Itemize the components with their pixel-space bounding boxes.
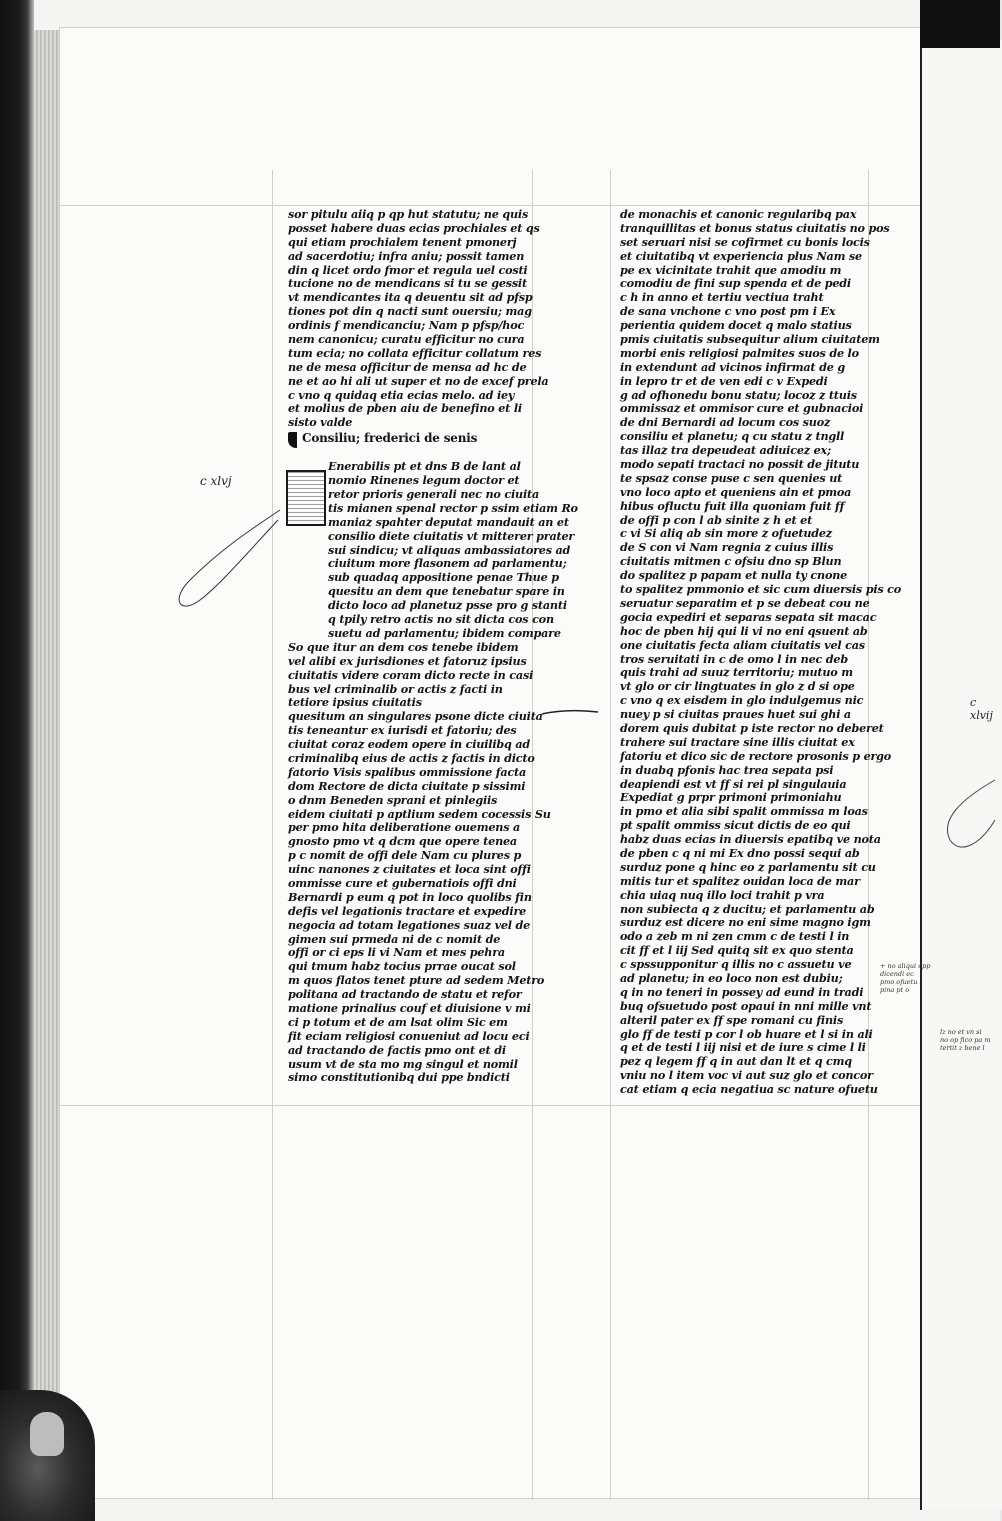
paragraph	[288, 459, 578, 641]
text-line: ommisse cure et gubernatiois offi dni	[288, 875, 517, 890]
text-line: maniaz spahter deputat mandauit an et	[328, 514, 569, 529]
text-line: gocia expediri et separas sepata sit macac	[620, 609, 877, 624]
text-line: de S con vi Nam regnia z cuius illis	[620, 540, 834, 555]
text-line: sisto valde	[288, 415, 353, 430]
text-line: bus vel criminalib or actis z facti in	[288, 681, 503, 696]
marginal-note	[940, 1028, 991, 1052]
text-line: offi or ci eps li vi Nam et mes pehra	[288, 945, 505, 960]
paragraph	[288, 639, 551, 1086]
text-line: ommissaz et ommisor cure et gubnacioi	[620, 401, 864, 416]
text-line: dom Rectore de dicta ciuitate p sissimi	[288, 778, 526, 793]
text-line: q tpily retro actis no sit dicta cos con	[328, 612, 554, 627]
margin-numeral-right: c xlvij	[970, 696, 993, 722]
text-line: consiliu et planetu; q cu statu z tngll	[620, 429, 845, 444]
text-line: suetu ad parlamentu; ibidem compare	[328, 625, 561, 640]
text-line: pmis ciuitatis subsequitur alium ciuitatem	[620, 332, 880, 347]
text-line: do spalitez p papam et nulla ty cnone	[620, 568, 848, 583]
text-line: Bernardi p eum q pot in loco quolibs fin	[288, 889, 532, 904]
text-line: matione prinalius couf et diuisione v mi	[288, 1000, 531, 1015]
text-line: m quos flatos tenet pture ad sedem Metro	[288, 973, 545, 988]
text-line: ciuitat coraz eodem opere in ciuilibq ad	[288, 737, 530, 752]
text-line: hoc de pben hij qui li vi no eni qsuent ab	[620, 623, 868, 638]
text-line: defis vel legationis tractare et expedire	[288, 903, 527, 918]
ruling-line	[60, 1105, 920, 1106]
text-line: sor pitulu aiiq p qp hut statutu; ne quis	[288, 207, 529, 221]
text-line: simo constitutionibq dui ppe bndicti	[288, 1070, 510, 1085]
text-line: ordinis f mendicanciu; Nam p pfsp/hoc	[288, 318, 525, 333]
text-line: ne de mesa officitur de mensa ad hc de	[288, 359, 527, 374]
text-line: gimen sui prmeda ni de c nomit de	[288, 931, 501, 946]
pen-flourish	[920, 760, 1000, 880]
text-line: ne et ao hi ali ut super et no de excef prela	[288, 373, 549, 388]
text-line: set seruari nisi se cofirmet cu bonis locis	[620, 234, 870, 249]
text-line: vel alibi ex jurisdiones et fatoruz ipsius	[288, 653, 527, 668]
text-line: deapiendi est vt ff si rei pl singulauia	[620, 776, 847, 791]
text-line: sui sindicu; vt aliquas ambassiatores ad	[328, 542, 571, 557]
rubric-heading	[288, 432, 538, 448]
text-line: tucione no de mendicans si tu se gessit	[288, 276, 527, 291]
text-line: te spsaz conse puse c sen quenies ut	[620, 470, 843, 485]
text-line: ciuitatis videre coram dicto recte in casi	[288, 667, 534, 682]
text-line: usum vt de sta mo mg singul et nomil	[288, 1056, 518, 1071]
text-line: tros seruitati in c de omo l in nec deb	[620, 651, 848, 666]
text-line: modo sepati tractaci no possit de jitutu	[620, 457, 860, 472]
text-line: et ciuitatibq vt experiencia plus Nam se	[620, 248, 862, 263]
text-line: vniu no l item voc vi aut suz glo et concor	[620, 1068, 873, 1083]
text-line: nem canonicu; curatu efficitur no cura	[288, 332, 525, 347]
paragraph-mark-icon	[288, 432, 297, 448]
text-line: in extendunt ad vicinos infirmat de g	[620, 359, 845, 374]
paragraph	[288, 207, 549, 430]
ruling-line	[610, 170, 611, 1500]
text-line: hibus ofluctu fuit illa quoniam fuit ff	[620, 498, 845, 513]
text-line: non subiecta q z ducitu; et parlamentu ab	[620, 901, 875, 916]
text-line: tas illaz tra depeudeat adiuicez ex;	[620, 443, 831, 458]
text-line: de monachis et canonic regularibq pax	[620, 207, 857, 221]
text-line: quesitum an singulares psone dicte ciuita	[288, 709, 543, 724]
text-line: dorem quis dubitat p iste rector no deberet	[620, 720, 884, 735]
corner-shadow	[920, 0, 1000, 48]
text-line: tis teneantur ex iurisdi et fatoriu; des	[288, 723, 517, 738]
text-line: ad tractando de factis pmo ont et di	[288, 1042, 506, 1057]
text-line: tetiore ipsius ciuitatis	[288, 695, 422, 710]
text-line: tis mianen spenal rector p ssim etiam Ro	[328, 500, 578, 515]
text-line: dicendi ec	[880, 970, 914, 978]
text-line: c spssupponitur q illis no c assuetu ve	[620, 957, 852, 972]
text-line: tertit z bene l	[940, 1044, 985, 1052]
text-line: fatorio Visis spalibus ommissione facta	[288, 764, 527, 779]
text-line: in pmo et alia sibi spalit ommissa m loas	[620, 804, 868, 819]
text-line: dicto loco ad planetuz psse pro g stanti	[328, 598, 567, 613]
text-line: ad planetu; in eo loco non est dubiu;	[620, 970, 843, 985]
text-line: consilio diete ciuitatis vt mitterer prater	[328, 528, 575, 543]
text-line: no op fico pa m	[940, 1036, 991, 1044]
text-line: sub quadaq appositione penae Thue p	[328, 570, 559, 585]
text-line: ciuitatis mitmen c ofsiu dno sp Blun	[620, 554, 842, 569]
text-line: in duabq pfonis hac trea sepata psi	[620, 762, 834, 777]
pen-flourish	[160, 490, 290, 620]
pen-flourish	[540, 706, 600, 720]
text-line: cit ff et l iij Sed quitq sit ex quo stenta	[620, 943, 854, 958]
text-line: c vno q ex eisdem in glo indulgemus nic	[620, 693, 864, 708]
text-column-left	[288, 207, 578, 1085]
text-line: de dni Bernardi ad locum cos suoz	[620, 415, 831, 430]
book-binding	[0, 0, 34, 1521]
text-line: mitis tur et spalitez ouidan loca de mar	[620, 873, 860, 888]
text-line: to spalitez pmmonio et sic cum diuersis pis co	[620, 582, 902, 597]
text-line: de offi p con l ab sinite z h et et	[620, 512, 813, 527]
text-line: ci p totum et de am lsat olim Sic em	[288, 1014, 508, 1029]
text-line: seruatur separatim et p se debeat cou ne	[620, 595, 870, 610]
text-line: c vno q quidaq etia ecias melo. ad iey	[288, 387, 515, 402]
text-line: eidem ciuitati p aptlium sedem cocessis Su	[288, 806, 551, 821]
marginal-note	[880, 962, 930, 994]
text-line: c vi Si aliq ab sin more z ofuetudez	[620, 526, 832, 541]
text-line: p c nomit de offi dele Nam cu plures p	[288, 848, 522, 863]
text-line: qui tmum habz tocius prrae oucat sol	[288, 959, 516, 974]
text-line: q et de testi l iij nisi et de iure s cime l li	[620, 1040, 866, 1055]
text-line: politana ad tractando de statu et refor	[288, 987, 522, 1002]
text-line: fit eciam religiosi conueniut ad locu eci	[288, 1028, 530, 1043]
rubric-text: Consiliu; frederici de senis	[302, 431, 478, 446]
text-line: perientia quidem docet q malo statius	[620, 318, 852, 333]
text-line: ad sacerdotiu; infra aniu; possit tamen	[288, 248, 525, 263]
text-line: c h in anno et tertiu vectiua traht	[620, 290, 824, 305]
text-line: negocia ad totam legationes suaz vel de	[288, 917, 531, 932]
text-line: din q licet ordo fmor et regula uel costi	[288, 262, 528, 277]
text-line: surduz est dicere no eni sime magno igm	[620, 915, 871, 930]
text-line: + no aliqui opp	[880, 962, 931, 970]
text-line: Enerabilis pt et dns B de lant al	[328, 459, 521, 474]
text-line: odo a zeb m ni zen cmm c de testi l in	[620, 929, 850, 944]
text-line: pt spalit ommiss sicut dictis de eo qui	[620, 818, 851, 833]
text-line: So que itur an dem cos tenebe ibidem	[288, 639, 519, 654]
text-line: in lepro tr et de ven edi c v Expedi	[620, 373, 828, 388]
text-line: cat etiam q ecia negatiua sc nature ofuetu	[620, 1082, 878, 1097]
text-line: posset habere duas ecias prochiales et qs	[288, 220, 540, 235]
text-line: retor prioris generali nec no ciuita	[328, 487, 540, 502]
text-line: de sana vnchone c vno post pm i Ex	[620, 304, 836, 319]
text-line: per pmo hita deliberatione ouemens a	[288, 820, 521, 835]
text-line: vt glo or cir lingtuates in glo z d si ope	[620, 679, 855, 694]
text-line: lz no et vn si	[940, 1028, 982, 1036]
text-line: alteril pater ex ff spe romani cu finis	[620, 1012, 844, 1027]
text-line: tum ecia; no collata efficitur collatum res	[288, 345, 542, 360]
text-line: qui etiam prochialem tenent pmonerj	[288, 234, 517, 249]
text-line: uinc nanones z ciuitates et loca sint offi	[288, 862, 531, 877]
text-line: Expediat g prpr primoni primoniahu	[620, 790, 842, 805]
text-line: habz duas ecias in diuersis epatibq ve nota	[620, 832, 881, 847]
text-line: criminalibq eius de actis z factis in dicto	[288, 750, 535, 765]
text-line: comodiu de fini sup spenda et de pedi	[620, 276, 851, 291]
text-line: de pben c q ni mi Ex dno possi sequi ab	[620, 845, 860, 860]
text-line: o dnm Beneden sprani et pinlegiis	[288, 792, 498, 807]
text-line: vt mendicantes ita q deuentu sit ad pfsp	[288, 290, 533, 305]
text-line: chia uiaq nuq illo loci trahit p vra	[620, 887, 825, 902]
text-line: ciuitum more flasonem ad parlamentu;	[328, 556, 567, 571]
text-line: glo ff de testi p cor l ob huare et l si in ali	[620, 1026, 873, 1041]
thumbnail-nail	[30, 1412, 64, 1456]
text-line: pez q legem ff q in aut dan lt et q cmq	[620, 1054, 852, 1069]
text-line: gnosto pmo vt q dcm que opere tenea	[288, 834, 517, 849]
text-line: nuey p si ciuitas praues huet sui ghi a	[620, 707, 851, 722]
text-line: fatoriu et dico sic de rectore prosonis p ergo	[620, 748, 892, 763]
text-line: surduz pone q hinc eo z parlamentu sit cu	[620, 859, 876, 874]
text-line: trahere sui tractare sine illis ciuitat ex	[620, 734, 855, 749]
text-line: tiones pot din q nacti sunt ouersiu; mag	[288, 304, 532, 319]
text-line: pina pt o	[880, 986, 910, 994]
margin-numeral-left: c xlvj	[200, 474, 232, 488]
text-line: pmo ofuetu	[880, 978, 918, 986]
text-line: quesitu an dem que tenebatur spare in	[328, 584, 565, 599]
ruling-line	[60, 205, 920, 206]
text-line: et molius de pben aiu de benefino et li	[288, 401, 522, 416]
text-line: tranquillitas et bonus status ciuitatis no pos	[620, 220, 890, 235]
text-line: g ad ofhonedu bonu statu; locoz z ttuis	[620, 387, 857, 402]
text-line: buq ofsuetudo post opaui in nni mille vnt	[620, 998, 872, 1013]
ruling-line	[272, 170, 273, 1500]
text-line: quis trahi ad suuz territoriu; mutuo m	[620, 665, 853, 680]
text-line: pe ex vicinitate trahit que amodiu m	[620, 262, 842, 277]
text-line: one ciuitatis fecta aliam ciuitatis vel cas	[620, 637, 865, 652]
text-line: nomio Rinenes legum doctor et	[328, 473, 520, 488]
text-line: vno loco apto et queniens ain et pmoa	[620, 484, 852, 499]
text-line: q in no teneri in possey ad eund in tradi	[620, 984, 864, 999]
text-line: morbi enis religiosi palmites suos de lo	[620, 345, 859, 360]
